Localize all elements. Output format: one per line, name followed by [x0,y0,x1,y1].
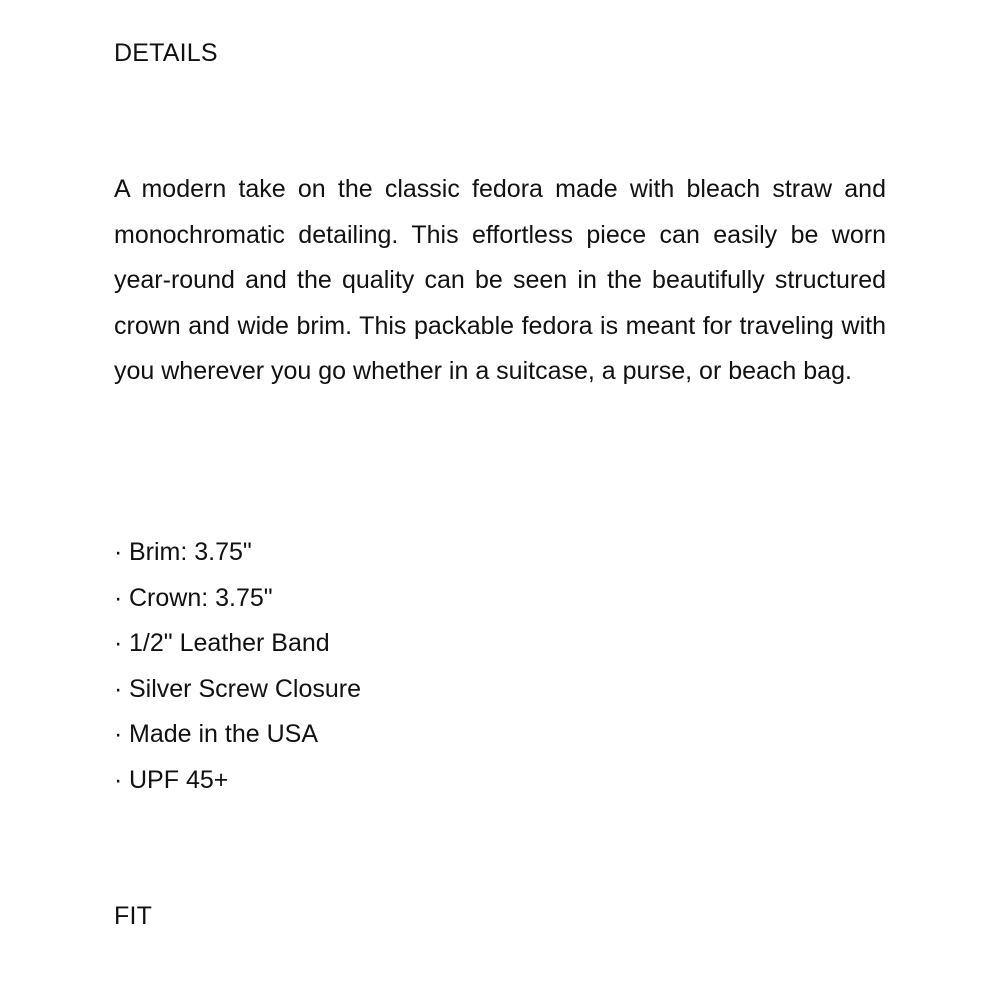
feature-item [114,667,361,713]
feature-item [114,758,361,804]
feature-item [114,576,361,622]
feature-text: Silver Screw Closure [129,674,362,703]
bullet-dot: · [114,765,123,794]
fit-heading: FIT [114,902,153,930]
feature-text: Crown: 3.75" [129,583,273,612]
product-description: A modern take on the classic fedora made with bleach straw and monochromatic detailing. This effortless piece can easily be worn year-round and the quality can be seen in the beautifully structured crown and wide brim. This packable fedora is meant for traveling with you wherever you go whether in a suitcase, a purse, or beach bag. [114,175,886,385]
feature-text: 1/2" Leather Band [129,629,330,657]
bullet-dot: · [114,538,123,566]
feature-text: UPF 45+ [129,765,229,794]
feature-item [114,621,361,667]
bullet-dot: · [114,629,123,657]
feature-text: Made in the USA [129,720,318,748]
bullet-dot: · [114,720,123,748]
feature-item [114,712,361,758]
bullet-dot: · [114,583,123,612]
details-heading: DETAILS [114,39,218,67]
feature-item [114,530,361,576]
bullet-dot: · [114,674,123,703]
feature-text: Brim: 3.75" [129,538,252,566]
feature-list [114,530,361,803]
